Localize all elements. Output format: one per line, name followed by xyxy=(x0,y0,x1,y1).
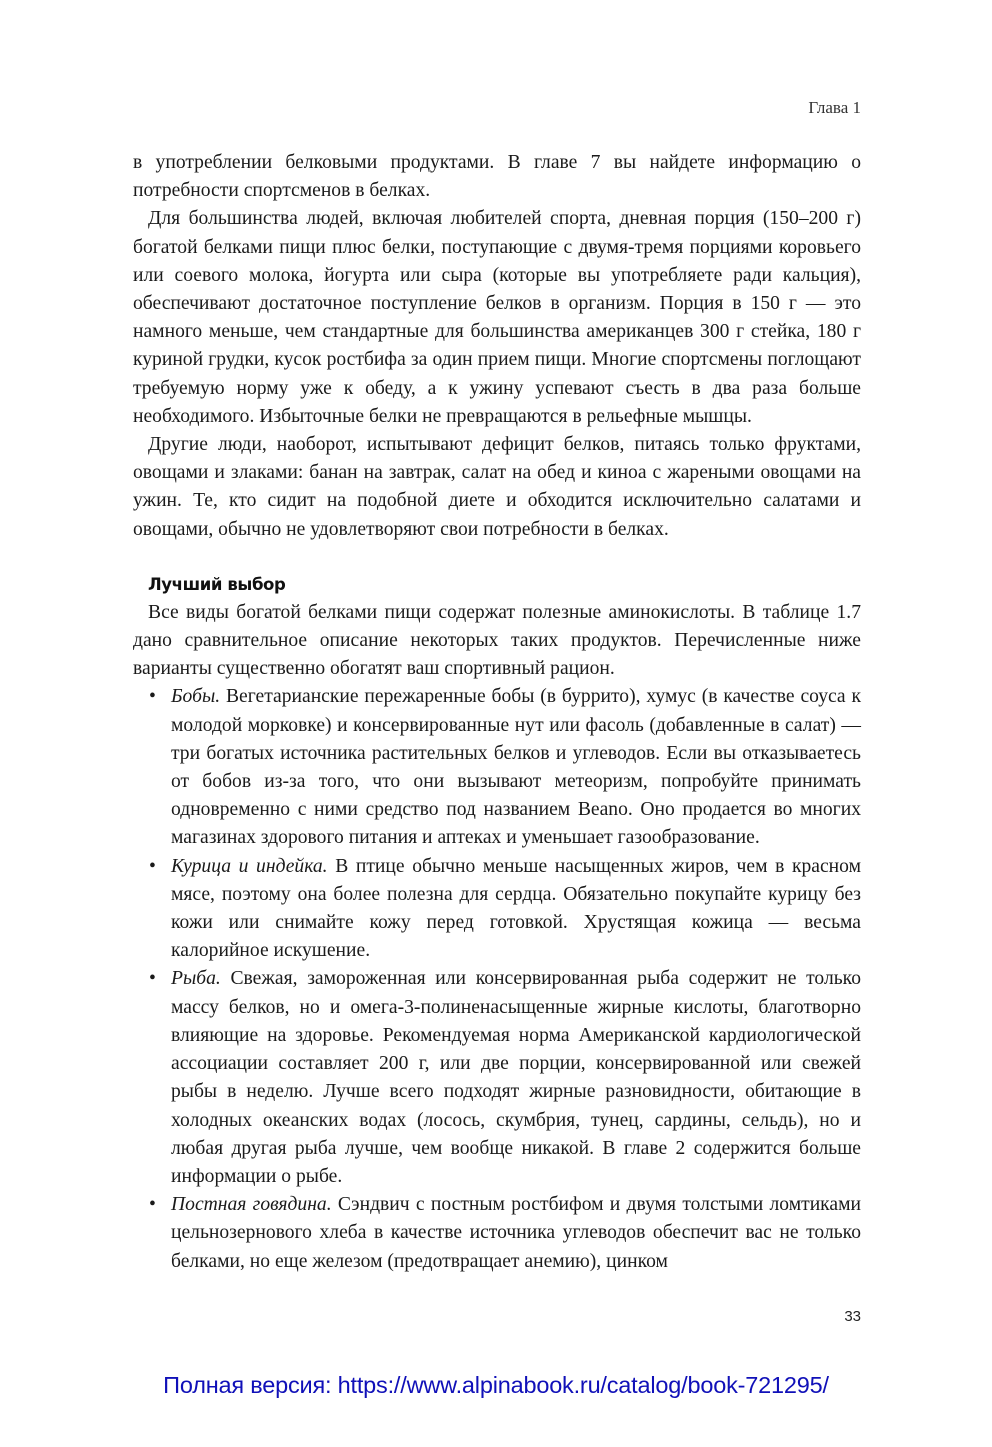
page-number: 33 xyxy=(844,1308,861,1325)
bullet-icon: • xyxy=(149,855,156,877)
bullet-icon: • xyxy=(149,1194,156,1216)
list-item-text: В птице обычно меньше насыщенных жиров, чем в красном мясе, поэтому она более полезна для сердца. Обязательно покупайте курицу без кожи или снимайте кожу перед готовкой. Хрустящая кожица — весьма калорийное искушение. xyxy=(171,855,861,962)
paragraph: Другие люди, наоборот, испытывают дефицит белков, питаясь только фруктами, овощами и злаками: банан на завтрак, салат на обед и киноа с жареными овощами на ужин. Те, кто сидит на подобной диете и обходится исключительно салатами и овощами, обычно не удовлетворяют свои потребности в белках. xyxy=(133,434,861,540)
paragraph-continuation: в употреблении белковыми продуктами. В главе 7 вы найдете информацию о потребности спортсменов в белках. xyxy=(133,152,861,202)
list-item-text: Сэндвич с постным ростбифом и двумя толстыми ломтиками цельнозернового хлеба в качестве источника углеводов обеспечит вас не только белками, но еще железом (предотвращает анемию), цинком xyxy=(171,1194,861,1272)
section-intro: Все виды богатой белками пищи содержат полезные аминокислоты. В таблице 1.7 дано сравнительное описание некоторых таких продуктов. Перечисленные ниже варианты существенно обогатят ваш спортивный рацион. xyxy=(133,601,861,680)
body-text xyxy=(133,149,861,1276)
full-version-link[interactable]: Полная версия: https://www.alpinabook.ru/catalog/book-721295/ xyxy=(163,1372,829,1398)
list-item-term: Бобы. xyxy=(171,686,221,708)
bullet-icon: • xyxy=(149,686,156,708)
list-item-fish xyxy=(133,965,861,1191)
bullet-icon: • xyxy=(149,968,156,990)
section-heading: Лучший выбор xyxy=(148,574,286,594)
list-item-poultry xyxy=(133,853,861,966)
paragraph: Для большинства людей, включая любителей спорта, дневная порция (150–200 г) богатой белками пищи плюс белки, поступающие с двумя-тремя порциями коровьего или соевого молока, йогурта или сыра (которые вы употребляете ради кальция), обеспечивают достаточное поступление белков в организм. Порция в 150 г — это намного меньше, чем стандартные для большинства американцев 300 г стейка, 180 г куриной грудки, кусок ростбифа за один прием пищи. Многие спортсмены поглощают требуемую норму уже к обеду, а к ужину успевают съесть в два раза больше необходимого. Избыточные белки не превращаются в рельефные мышцы. xyxy=(133,208,861,427)
list-item-text: Свежая, замороженная или консервированная рыба содержит не только массу белков, но и омега-3-полиненасыщенные жирные кислоты, благотворно влияющие на здоровье. Рекомендуемая норма Американской кардиологической ассоциации составляет 200 г, или две порции, консервированной или свежей рыбы в неделю. Лучше всего подходят жирные разновидности, обитающие в холодных океанских водах (лосось, скумбрия, тунец, сардины, сельдь), но и любая другая рыба лучше, чем вообще никакой. В главе 2 содержится больше информации о рыбе. xyxy=(171,968,861,1187)
list-item-lean-beef xyxy=(133,1191,861,1276)
bullet-list xyxy=(133,683,861,1275)
list-item-text: Вегетарианские пережаренные бобы (в буррито), хумус (в качестве соуса к молодой морковке) и консервированные нут или фасоль (добавленные в салат) — три богатых источника растительных белков и углеводов. Если вы отказываетесь от бобов из-за того, что они вызывают метеоризм, попробуйте принимать одновременно с ними средство под названием Beano. Оно продается во многих магазинах здорового питания и аптеках и уменьшает газообразование. xyxy=(171,686,861,849)
running-head: Глава 1 xyxy=(808,98,861,117)
list-item-beans xyxy=(133,683,861,852)
list-item-term: Курица и индейка. xyxy=(171,855,328,877)
list-item-term: Рыба. xyxy=(171,968,221,990)
list-item-term: Постная говядина. xyxy=(171,1194,332,1216)
